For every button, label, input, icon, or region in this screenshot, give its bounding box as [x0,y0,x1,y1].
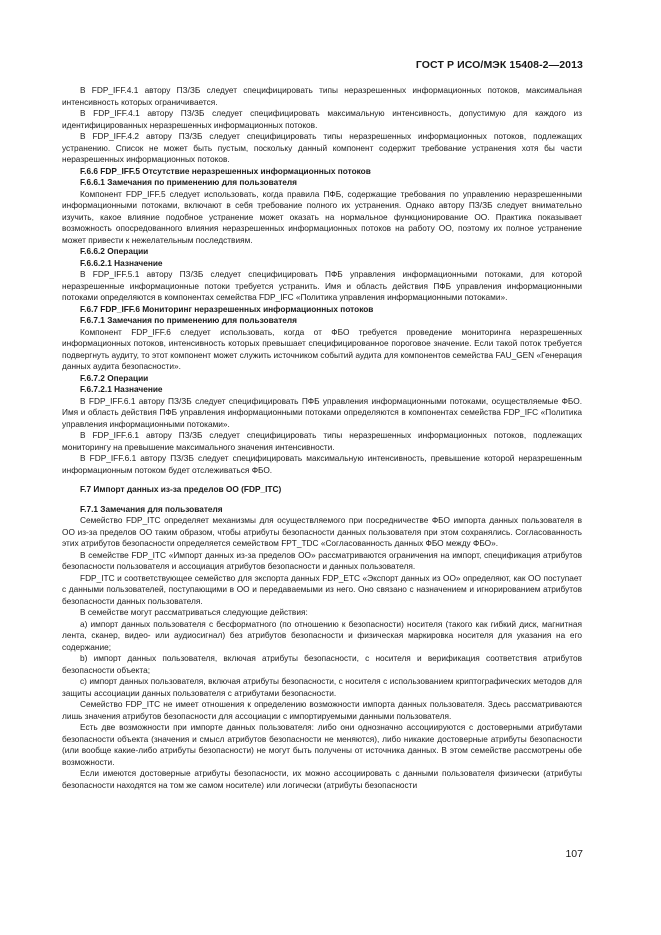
paragraph: В FDP_IFF.5.1 автору ПЗ/ЗБ следует специфицировать ПФБ управления информационными потоками, для которой неразрешенные информационные потоки требуется устранить. Имя и область действия ПФБ управления информационными потоками определяются в компонентах семейства FDP_IFC «Политика управления информационными потоками». [62,269,582,302]
section-heading: F.6.7.2.1 Назначение [80,384,163,394]
section-heading: F.6.6.1 Замечания по применению для пользователя [80,177,298,187]
paragraph: Если имеются достоверные атрибуты безопасности, их можно ассоциировать с данными пользователя физически (атрибуты безопасности находятся на том же самом носителе) или логически (атрибуты безопасности [62,768,582,790]
paragraph: b) импорт данных пользователя, включая атрибуты безопасности, с носителя и верификация соответствия атрибутов безопасности объекта; [62,653,582,675]
section-heading: F.6.7 FDP_IFF.6 Мониторинг неразрешенных информационных потоков [80,303,374,314]
paragraph: В FDP_IFF.6.1 автору ПЗ/ЗБ следует специфицировать типы неразрешенных информационных потоков, подлежащих мониторингу на превышение максимального значения интенсивности. [62,430,582,452]
section-heading: F.6.7.1 Замечания по применению для пользователя [80,315,298,325]
section-heading: F.6.6.2 Операции [80,246,149,256]
section-heading: F.6.6 FDP_IFF.5 Отсутствие неразрешенных информационных потоков [80,165,371,176]
paragraph: В FDP_IFF.4.2 автору ПЗ/ЗБ следует специфицировать типы неразрешенных информационных потоков, подлежащих устранению. Список не может быть пустым, поскольку данный компонент содержит требование устранения хотя бы части неразрешенных информационных потоков. [62,131,582,164]
section-heading: F.6.7.2 Операции [80,372,149,383]
paragraph: В семействе FDP_ITC «Импорт данных из-за пределов ОО» рассматриваются ограничения на импорт, спецификация атрибутов безопасности пользователя и ассоциация атрибутов безопасности и данных пользователя. [62,549,582,571]
paragraph: Семейство FDP_ITC определяет механизмы для осуществляемого при посредничестве ФБО импорта данных пользователя в ОО из-за пределов ОО таким образом, чтобы атрибуты безопасности данных пользователя при этом сохранялись. Согласованность этих атрибутов безопасности определяется семейством FPT_TDC «Согласованность данных ФБО между ФБО». [62,515,582,548]
paragraph: Компонент FDP_IFF.6 следует использовать, когда от ФБО требуется проведение мониторинга неразрешенных информационных потоков, интенсивность которых превышает специфицированное пороговое значение. Если такой поток требуется подвергнуть аудиту, то этот компонент может служить источником событий аудита для компонентов семейства FAU_GEN «Генерация данных аудита безопасности». [62,326,582,371]
paragraph: В FDP_IFF.4.1 автору ПЗ/ЗБ следует специфицировать максимальную интенсивность, допустимую для каждого из идентифицированных неразрешенных информационных потоков. [62,108,582,130]
body-text [62,85,582,791]
paragraph: Компонент FDP_IFF.5 следует использовать, когда правила ПФБ, содержащие требования по управлению неразрешенными информационными потоками, включают в себя требование полного их устранения. Однако автору ПЗ/ЗБ следует внимательно изучить, какое влияние подобное устранение может оказать на нормальное функционирование ОО. Практика показывает возможность опосредованного влияния неразрешенных информационных потоков на работу ОО, поэтому их полное устранение может привести к нежелательным последствиям. [62,188,582,245]
section-heading: F.6.6.2.1 Назначение [80,257,163,268]
paragraph: с) импорт данных пользователя, включая атрибуты безопасности, с носителя с использованием криптографических методов для защиты ассоциации данных пользователя с атрибутами безопасности. [62,676,582,698]
paragraph: В семействе могут рассматриваться следующие действия: [80,607,308,617]
paragraph: FDP_ITC и соответствующее семейство для экспорта данных FDP_ETC «Экспорт данных из ОО» определяют, как ОО поступает с данными пользователей, поступающими в ОО и передаваемыми из него. Оно связано с назначением и игнорированием атрибутов безопасности данных пользователя. [62,572,582,606]
page-header-standard-number: ГОСТ Р ИСО/МЭК 15408-2—2013 [415,59,583,71]
section-heading: F.7 Импорт данных из-за пределов ОО (FDP_ITC) [80,484,282,494]
paragraph: В FDP_IFF.6.1 автору ПЗ/ЗБ следует специфицировать максимальную интенсивность, превышение которой неразрешенным информационным потоком будет отслеживаться ФБО. [62,453,582,475]
paragraph: В FDP_IFF.4.1 автору ПЗ/ЗБ следует специфицировать типы неразрешенных информационных потоков, максимальная интенсивность которых ограничивается. [62,85,582,107]
section-heading: F.7.1 Замечания для пользователя [80,503,223,514]
page-number: 107 [565,848,583,860]
paragraph: а) импорт данных пользователя с бесформатного (по отношению к безопасности) носителя (такого как гибкий диск, магнитная лента, сканер, видео- или аудиосигнал) без атрибутов безопасности и физическая маркировка носителя для указания на его содержание; [62,618,582,652]
paragraph: Семейство FDP_ITC не имеет отношения к определению возможности импорта данных пользователя. Здесь рассматриваются лишь значения атрибутов безопасности для ассоциации с импортируемыми данными пользователя. [62,699,582,721]
paragraph: В FDP_IFF.6.1 автору ПЗ/ЗБ следует специфицировать ПФБ управления информационными потоками, осуществляемые ФБО. Имя и область действия ПФБ управления информационными потоками определяются в компонентах семейства FDP_IFC «Политика управления информационными потоками». [62,395,582,429]
paragraph: Есть две возможности при импорте данных пользователя: либо они однозначно ассоциируются с достоверными атрибутами безопасности объекта (значения и смысл атрибутов безопасности не меняются), либо никакие достоверные атрибуты безопасности (или вообще какие-либо атрибуты безопасности) не могут быть получены от источника данных. В этом семействе рассмотрены обе возможности. [62,722,582,767]
